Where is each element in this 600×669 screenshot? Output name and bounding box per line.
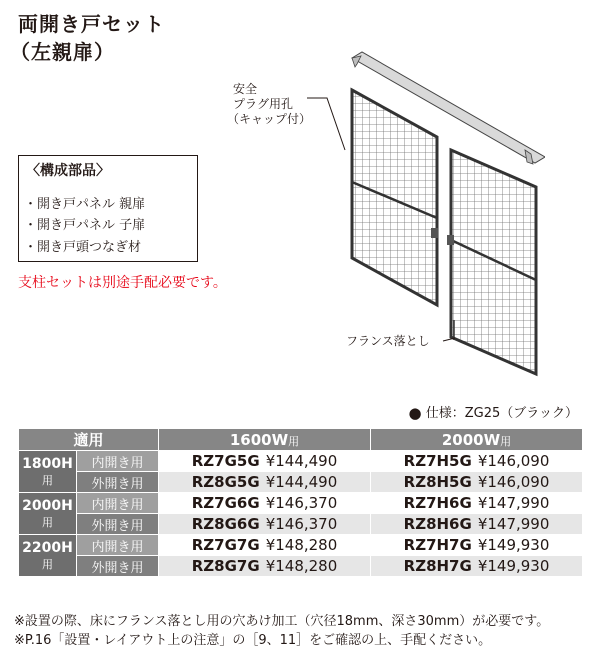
product-code: RZ8G5G (191, 473, 260, 491)
header-1600w-suffix: 用 (288, 434, 300, 448)
height-suffix: 用 (42, 515, 53, 529)
table-row (19, 493, 583, 514)
parent-door-panel (352, 90, 438, 305)
price-table (18, 428, 583, 577)
cell-2000w (371, 451, 583, 472)
header-1600w-label: 1600W (229, 430, 289, 449)
height-value: 2200H (22, 539, 73, 556)
table-row (19, 451, 583, 472)
header-2000w-label: 2000W (441, 430, 501, 449)
product-code: RZ7H6G (403, 494, 472, 512)
product-price: ¥149,930 (477, 536, 550, 554)
product-price: ¥146,370 (265, 494, 338, 512)
cell-1600w (159, 472, 371, 493)
height-value: 1800H (22, 455, 73, 472)
product-code: RZ8G6G (191, 515, 260, 533)
part-item-parent-door: ・開き戸パネル 親扉 (24, 197, 146, 212)
row-height-label (19, 535, 77, 577)
product-code: RZ7G6G (191, 494, 260, 512)
cell-2000w (371, 472, 583, 493)
product-price: ¥146,370 (265, 515, 338, 533)
note-layout-reference: ※P.16「設置・レイアウト上の注意」の［9、11］をご確認の上、手配ください。 (14, 633, 492, 648)
door-direction: 外開き用 (77, 514, 159, 535)
cell-2000w (371, 514, 583, 535)
product-code: RZ8H6G (403, 515, 472, 533)
spec-note (409, 402, 579, 422)
page-subtitle: （左親扉） (10, 40, 115, 64)
part-item-head-connector: ・開き戸頭つなぎ材 (24, 240, 142, 255)
door-direction: 内開き用 (77, 493, 159, 514)
header-1600w (159, 429, 371, 451)
plug-hole-callout-line2: プラグ用孔 (233, 97, 294, 111)
note-drilling: ※設置の際、床にフランス落とし用の穴あけ加工（穴径18mm、深さ30mm）が必要です。 (14, 614, 550, 629)
height-suffix: 用 (42, 473, 53, 487)
spec-text: 仕様：ZG25（ブラック） (425, 406, 578, 421)
product-code: RZ7G7G (191, 536, 260, 554)
product-price: ¥149,930 (477, 557, 550, 575)
product-code: RZ8H7G (403, 557, 472, 575)
table-row (19, 472, 583, 493)
part-item-child-door: ・開き戸パネル 子扉 (24, 218, 146, 233)
table-row (19, 556, 583, 577)
door-direction: 内開き用 (77, 535, 159, 556)
page-title: 両開き戸セット (18, 12, 165, 36)
parts-heading: 〈構成部品〉 (26, 163, 110, 179)
height-value: 2000H (22, 497, 73, 514)
product-code: RZ8G7G (191, 557, 260, 575)
door-direction: 内開き用 (77, 451, 159, 472)
cell-2000w (371, 556, 583, 577)
product-price: ¥147,990 (477, 515, 550, 533)
cell-2000w (371, 493, 583, 514)
cell-1600w (159, 556, 371, 577)
cell-1600w (159, 514, 371, 535)
child-door-panel (447, 150, 536, 374)
cell-2000w (371, 535, 583, 556)
product-code: RZ8H5G (403, 473, 472, 491)
plug-hole-callout-line3: （キャップ付） (227, 112, 312, 126)
product-code: RZ7H5G (403, 452, 472, 470)
product-code: RZ7G5G (191, 452, 260, 470)
header-2000w (371, 429, 583, 451)
spec-bullet: ● (408, 404, 422, 422)
row-height-label (19, 451, 77, 493)
product-price: ¥147,990 (477, 494, 550, 512)
cell-1600w (159, 493, 371, 514)
door-direction: 外開き用 (77, 556, 159, 577)
product-price: ¥146,090 (477, 452, 550, 470)
post-set-warning: 支柱セットは別途手配必要です。 (18, 275, 227, 291)
height-suffix: 用 (42, 557, 53, 571)
row-height-label (19, 493, 77, 535)
table-row (19, 535, 583, 556)
product-code: RZ7H7G (403, 536, 472, 554)
product-price: ¥144,490 (265, 473, 338, 491)
table-row (19, 514, 583, 535)
table-header-row (19, 429, 583, 451)
product-price: ¥146,090 (477, 473, 550, 491)
cell-1600w (159, 535, 371, 556)
product-price: ¥148,280 (265, 557, 338, 575)
door-direction: 外開き用 (77, 472, 159, 493)
product-price: ¥148,280 (265, 536, 338, 554)
header-apply: 適用 (19, 429, 159, 451)
plug-hole-callout-line1: 安全 (233, 82, 258, 96)
product-price: ¥144,490 (265, 452, 338, 470)
header-2000w-suffix: 用 (500, 434, 512, 448)
flange-bolt-callout: フランス落とし (346, 334, 430, 348)
cell-1600w (159, 451, 371, 472)
